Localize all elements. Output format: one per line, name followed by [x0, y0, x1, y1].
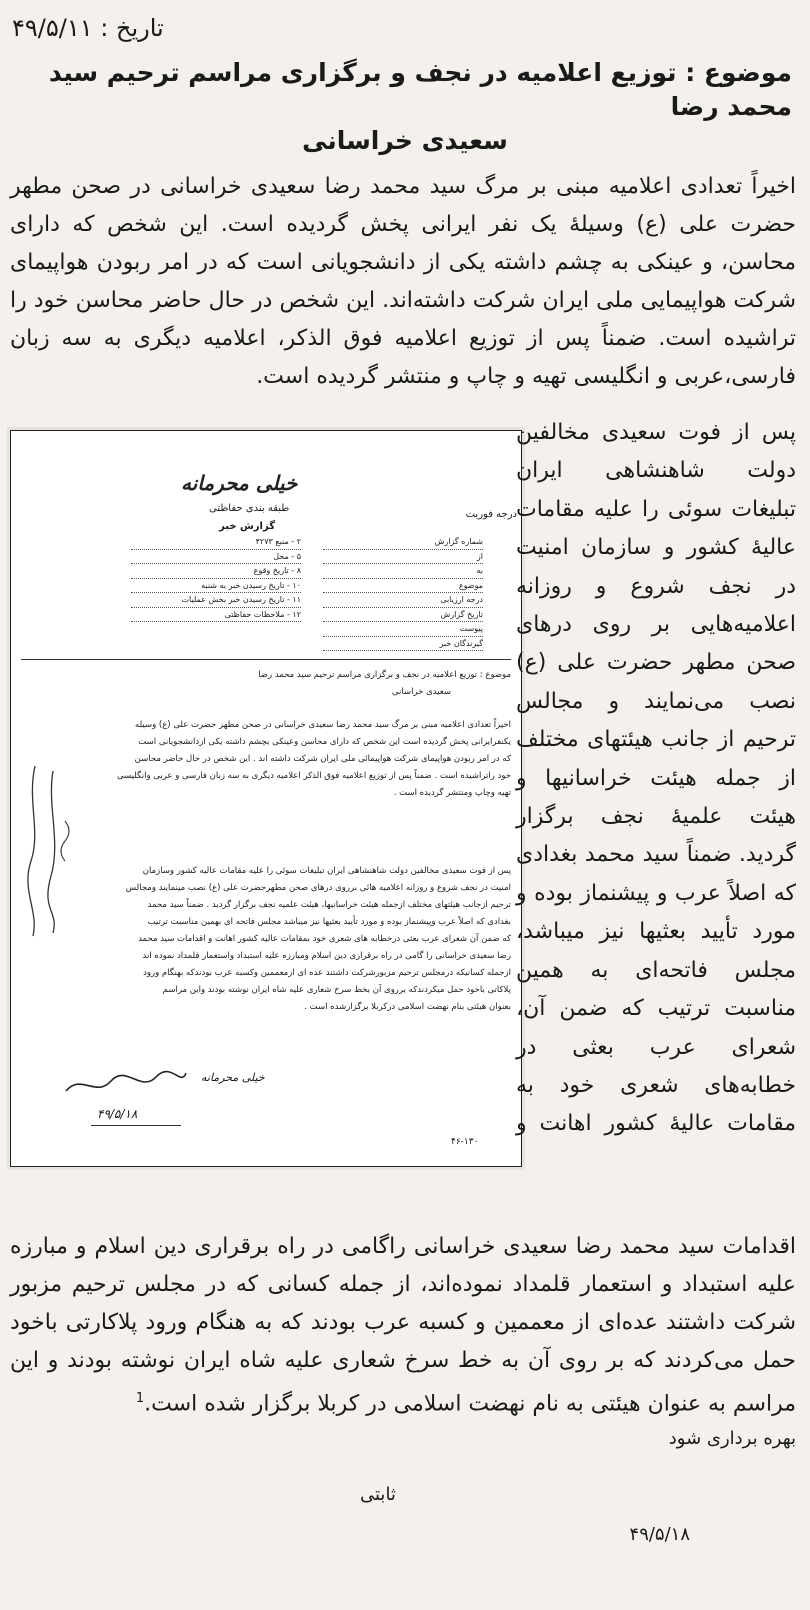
form-field: ۵ - محل	[131, 550, 301, 565]
handwritten-margin-note	[5, 761, 85, 941]
paragraph-3-text: اقدامات سید محمد رضا سعیدی خراسانی راگامی در راه برقراری دین اسلام و مبارزه علیه استبداد و استعمار قلمداد نموده‌اند، از جمله کسانی که در مجلس ترحیم مزبور شرکت داشتند عده‌ای از معممین و کسبه عرب بودند که به هنگام ورود پلاکارتی باخود حمل می‌کردند که بر روی آن به خط سرخ شعاری علیه شاه ایران نوشته بودند و این مراسم به عنوان هیئتی به نام نهضت اسلامی در کربلا برگزار شده است.	[10, 1234, 796, 1417]
scan-body-line: اخیراً تعدادی اعلامیه مبنی بر مرگ سید محمد رضا سعیدی خراسانی در صحن مطهر حضرت علی (ع) وسیله	[135, 720, 511, 730]
scan-classification-title: خیلی محرمانه	[181, 471, 298, 495]
form-field: تاریخ گزارش	[323, 608, 483, 623]
scan-body-line: پس از فوت سعیدی مخالفین دولت شاهنشاهی ایران تبلیغات سوئی را علیه مقامات عالیه کشور وسازمان	[142, 866, 511, 876]
scan-divider	[21, 659, 511, 660]
scan-body-line: ترحیم ازجانب هیئتهای مختلف ازجمله هیئت خراسانیها، هیئت علمیه نجف برگزار گردید . ضمناً سید محمد	[147, 900, 511, 910]
scan-body-line: بغدادی که اصلاً عرب وپیشنماز بوده و مورد تأیید بعثیها نیز میباشد مجلس فاتحه ای بهمین مناسبت ترتیب	[147, 917, 511, 927]
subject-line-1: موضوع : توزیع اعلامیه در نجف و برگزاری مراسم ترحیم سید محمد رضا	[48, 58, 792, 121]
scan-urgency-label: درجه فوریت	[465, 509, 517, 520]
scan-date-underline	[91, 1125, 181, 1126]
paragraph-1: اخیراً تعدادی اعلامیه مبنی بر مرگ سید محمد رضا سعیدی خراسانی در صحن مطهر حضرت علی (ع) وسیلهٔ یک نفر ایرانی پخش گردیده است. این شخص که دارای محاسن، و عینکی به چشم داشته یکی از دانشجویانی است که در امر ربودن هواپیمای شرکت هواپیمایی ملی ایران شرکت داشته‌اند. این شخص در حال حاضر محاسن خود را تراشیده است. ضمناً پس از توزیع اعلامیه فوق الذکر، اعلامیه دیگری به سه زبان فارسی،عربی و انگلیسی تهیه و چاپ و منتشر گردیده است.	[10, 174, 796, 389]
scan-report-label: گزارش خبر	[219, 521, 276, 532]
scan-subject-line-2: سعیدی خراسانی	[391, 687, 451, 697]
scan-subject-line: موضوع : توزیع اعلامیه در نجف و برگزاری مراسم ترحیم سید محمد رضا	[258, 670, 511, 680]
signature-scribble	[61, 1063, 191, 1103]
scan-classification-label: طبقه بندی حفاظتی	[209, 503, 290, 514]
scan-body-line: که ضمن آن شعرای عرب بعثی درخطابه های شعری خود بمقامات عالیه کشور اهانت و اقدامات سید محمد	[138, 934, 511, 944]
form-field: پیوست	[323, 622, 483, 637]
form-field: از	[323, 550, 483, 565]
scan-form-right	[323, 535, 483, 651]
scan-body-block-1	[45, 717, 511, 802]
scan-subject	[45, 667, 511, 701]
footer-note: بهره برداری شود	[668, 1428, 796, 1449]
form-field: به	[323, 564, 483, 579]
footer-date: ۴۹/۵/۱۸	[629, 1524, 690, 1545]
form-field: ۱۲ - ملاحظات حفاظتی	[131, 608, 301, 623]
scan-handwritten-date: ۴۹/۵/۱۸	[97, 1107, 138, 1121]
form-field: درجه ارزیابی	[323, 593, 483, 608]
scan-body-line: رضا سعیدی خراسانی را گامی در راه برقراری دین اسلام ومبارزه علیه استبداد واستعمار قلمداد نموده اند	[142, 951, 511, 961]
form-field: گیرندگان خبر	[323, 637, 483, 652]
paragraph-2	[516, 414, 796, 1144]
form-field: ۸ - تاریخ وقوع	[131, 564, 301, 579]
scan-body-line: ازجمله کسانیکه درمجلس ترحیم مزبورشرکت داشتند عده ای ازمعممین وکسبه عرب بودندکه بهنگام ورود	[143, 968, 511, 978]
form-field: موضوع	[323, 579, 483, 594]
scan-body-line: خود راتراشیده است . ضمناً پس از توزیع اعلامیه فوق الذکر اعلامیه دیگری به سه زبان فارسی و عربی وانگلیسی	[117, 771, 511, 781]
scan-form-left	[131, 535, 301, 622]
scan-body-line: یکنفرایرانی پخش گردیده است این شخص که دارای محاسن وعینکی بچشم داشته یکی ازدانشجویانی است	[138, 737, 511, 747]
form-field: ۱۰ - تاریخ رسیدن خبر به شنبه	[131, 579, 301, 594]
scan-body-line: بعنوان هیئتی بنام نهضت اسلامی درکربلا برگزارشده است .	[304, 1002, 511, 1012]
scan-body-line: تهیه وچاپ ومنتشر گردیده است .	[393, 788, 511, 798]
subject-line-2: سعیدی خراسانی	[302, 126, 508, 155]
paragraph-2-text: پس از فوت سعیدی مخالفین دولت شاهنشاهی ایران تبلیغات سوئی را علیه مقامات عالیهٔ کشور و سازمان امنیت در نجف شروع و روزانه اعلامیه‌هایی بر روی درهای صحن مطهر حضرت علی (ع) نصب می‌نمایند و مجالس ترحیم از جانب هیئتهای مختلف از جمله هیئت خراسانیها و هیئت علمیهٔ نجف برگزار گردید. ضمناً سید محمد بغدادی که اصلاً عرب و پیشنماز بوده و مورد تأیید بعثیها نیز میباشد، مجلس فاتحه‌ای به همین مناسبت ترتیب که ضمن آن، شعرای عرب بعثی در خطابه‌های شعری خود به مقامات عالیهٔ کشور اهانت و	[516, 420, 796, 1137]
footnote-marker: 1	[135, 1391, 145, 1406]
scan-body-line: که در امر ربودن هواپیمای شرکت هواپیمائی ملی ایران شرکت داشته اند . این شخص در حال حاضر محاسن	[134, 754, 511, 764]
document-date: تاریخ : ۴۹/۵/۱۱	[12, 14, 164, 42]
scan-body-block-2	[45, 863, 511, 1016]
form-field: ۲ - منبع ۴۲۷۳	[131, 535, 301, 550]
scan-body-line: امنیت در نجف شروع و روزانه اعلامیه هائی برروی درهای صحن مطهرحضرت علی (ع) نصب مینمایند ومجالس	[125, 883, 511, 893]
form-field: ۱۱ - تاریخ رسیدن خبر بخش عملیات	[131, 593, 301, 608]
paragraph-3	[10, 1228, 796, 1423]
form-field: شماره گزارش	[323, 535, 483, 550]
footer-name: ثابتی	[360, 1484, 396, 1505]
scan-stamp-text: خیلی محرمانه	[201, 1071, 265, 1084]
scan-body-line: پلاکاتی باخود حمل میکردندکه برروی آن بخط سرخ شعاری علیه شاه ایران نوشته بودند واین مراسم	[162, 985, 511, 995]
document-subject	[18, 56, 792, 158]
scanned-document-image	[10, 430, 522, 1167]
scan-footer-code: ۴۶-۱۳۰	[451, 1137, 479, 1147]
